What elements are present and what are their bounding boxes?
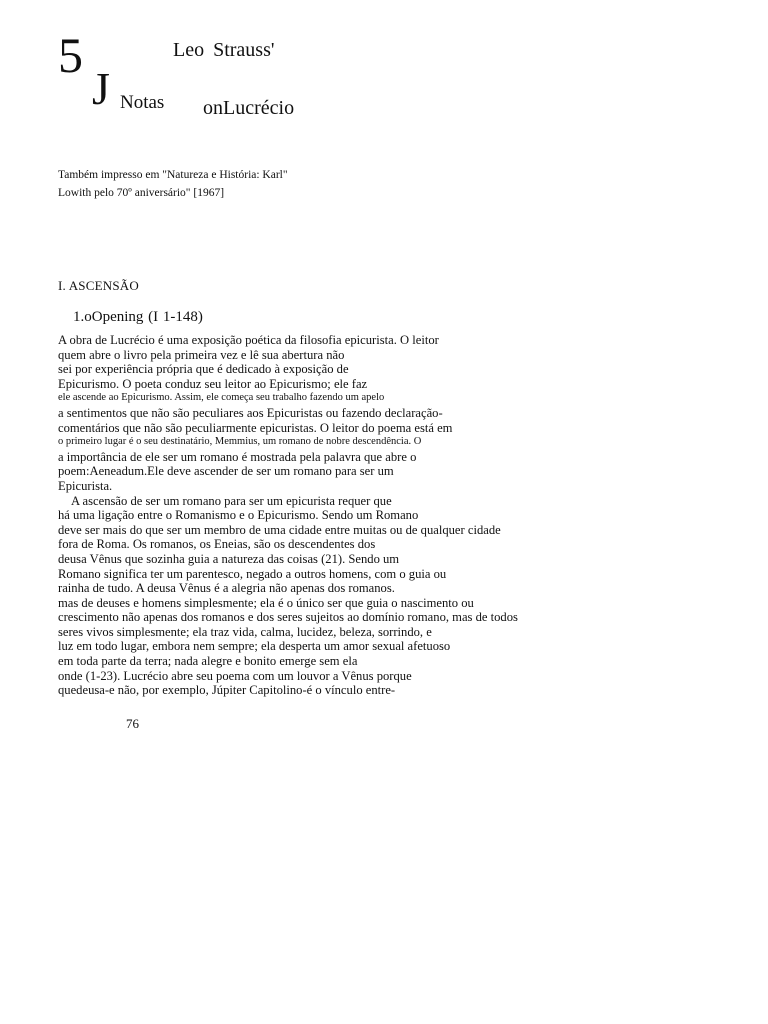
body-line: Romano significa ter um parentesco, negado a outros homens, com o guia ou: [58, 566, 447, 581]
chapter-number: 5: [58, 27, 83, 83]
reprint-note-line: Também impresso em "Natureza e História: Karl": [58, 169, 288, 181]
body-line: A obra de Lucrécio é uma exposição poética da filosofia epicurista. O leitor: [58, 333, 439, 347]
body-line: seres vivos simplesmente; ela traz vida, calma, lucidez, beleza, sorrindo, e: [58, 624, 432, 639]
section-heading: I. ASCENSÃO: [58, 278, 139, 293]
body-line: Epicurismo. O poeta conduz seu leitor ao Epicurismo; ele faz: [58, 376, 368, 391]
page-number: 76: [126, 716, 139, 731]
body-line: há uma ligação entre o Romanismo e o Epicurismo. Sendo um Romano: [58, 508, 419, 523]
author-name: Leo Strauss': [173, 39, 275, 61]
reprint-note-line: Lowith pelo 70º aniversário" [1967]: [58, 187, 225, 199]
chapter-letter: J: [92, 63, 110, 114]
body-line: luz em todo lugar, embora nem sempre; ela desperta um amor sexual afetuoso: [58, 639, 451, 654]
subsection-heading: 1.oOpening (I 1-148): [73, 309, 203, 325]
body-text: [58, 333, 578, 698]
body-line: A ascensão de ser um romano para ser um epicurista requer que: [71, 493, 392, 508]
body-line: poem:Aeneadum.Ele deve ascender de ser um romano para ser um: [58, 464, 394, 479]
body-line: mas de deuses e homens simplesmente; ela é o único ser que guia o nascimento ou: [58, 595, 474, 610]
body-line: a sentimentos que não são peculiares aos Epicuristas ou fazendo declaração-: [58, 405, 443, 420]
body-line: sei por experiência própria que é dedicado à exposição de: [58, 362, 349, 377]
reprint-note: [58, 166, 288, 202]
body-line: o primeiro lugar é o seu destinatário, Memmius, um romano de nobre descendência. O: [58, 436, 422, 448]
body-line: rainha de tudo. A deusa Vênus é a alegria não apenas dos romanos.: [58, 581, 395, 596]
title-notes: Notas: [120, 92, 165, 113]
body-line: quedeusa-e não, por exemplo, Júpiter Capitolino-é o vínculo entre-: [58, 683, 396, 698]
title-on-lucretius: onLucrécio: [203, 97, 295, 119]
body-line: deusa Vênus que sozinha guia a natureza das coisas (21). Sendo um: [58, 551, 400, 566]
body-line: onde (1-23). Lucrécio abre seu poema com um louvor a Vênus porque: [58, 668, 412, 683]
body-line: a importância de ele ser um romano é mostrada pela palavra que abre o: [58, 449, 417, 464]
body-line: deve ser mais do que ser um membro de uma cidade entre muitas ou de qualquer cidade: [58, 522, 501, 537]
body-line: comentários que não são peculiarmente epicuristas. O leitor do poema está em: [58, 420, 453, 435]
body-line: crescimento não apenas dos romanos e dos seres sujeitos ao domínio romano, mas de todos: [58, 610, 518, 625]
body-line: fora de Roma. Os romanos, os Eneias, são os descendentes dos: [58, 537, 376, 552]
body-line: em toda parte da terra; nada alegre e bonito emerge sem ela: [58, 654, 358, 669]
body-line: Epicurista.: [58, 478, 113, 493]
body-line: quem abre o livro pela primeira vez e lê sua abertura não: [58, 347, 345, 362]
body-line: ele ascende ao Epicurismo. Assim, ele começa seu trabalho fazendo um apelo: [58, 392, 385, 404]
